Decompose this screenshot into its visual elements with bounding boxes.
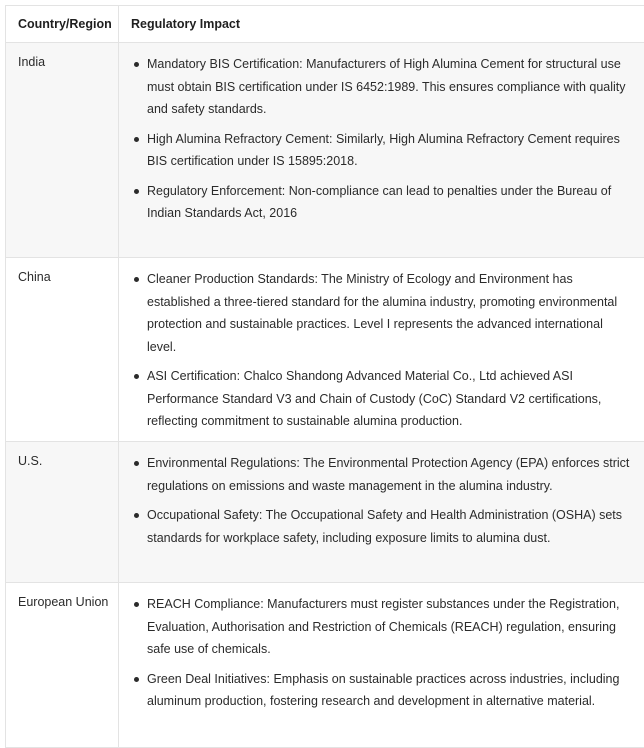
table-row-us (6, 442, 644, 583)
regulatory-impact-table (5, 5, 644, 748)
table-row-european-union (6, 583, 644, 748)
region-cell: European Union (6, 583, 119, 748)
list-item: High Alumina Refractory Cement: Similarly, High Alumina Refractory Cement requires BIS certification under IS 15895:2018. (147, 128, 634, 173)
table-row-india (6, 43, 644, 258)
list-item: ASI Certification: Chalco Shandong Advanced Material Co., Ltd achieved ASI Performance Standard V3 and Chain of Custody (CoC) Standard V2 certifications, reflecting commitment to sustainable alumina production. (147, 365, 634, 433)
impact-list (131, 258, 634, 433)
list-item: Environmental Regulations: The Environmental Protection Agency (EPA) enforces strict regulations on emissions and waste management in the alumina industry. (147, 452, 634, 497)
list-item: Occupational Safety: The Occupational Safety and Health Administration (OSHA) sets standards for workplace safety, including exposure limits to alumina dust. (147, 504, 634, 549)
header-country-region: Country/Region (6, 6, 119, 43)
regulatory-table-container (5, 5, 644, 748)
list-item: Cleaner Production Standards: The Ministry of Ecology and Environment has established a three-tiered standard for the alumina industry, promoting environmental protection and sustainable practices. Level I represents the advanced international level. (147, 268, 634, 358)
impact-cell (119, 442, 644, 583)
list-item: Green Deal Initiatives: Emphasis on sustainable practices across industries, including aluminum production, fostering research and development in alternative material. (147, 668, 634, 713)
impact-cell (119, 583, 644, 748)
list-item: Mandatory BIS Certification: Manufacturers of High Alumina Cement for structural use must obtain BIS certification under IS 6452:1989. This ensures compliance with quality and safety standards. (147, 53, 634, 121)
header-regulatory-impact: Regulatory Impact (119, 6, 644, 43)
impact-list (131, 43, 634, 225)
impact-cell (119, 258, 644, 442)
impact-cell (119, 43, 644, 258)
region-cell: India (6, 43, 119, 258)
list-item: Regulatory Enforcement: Non-compliance can lead to penalties under the Bureau of Indian Standards Act, 2016 (147, 180, 634, 225)
table-row-china (6, 258, 644, 442)
impact-list (131, 442, 634, 549)
list-item: REACH Compliance: Manufacturers must register substances under the Registration, Evaluation, Authorisation and Restriction of Chemicals (REACH) regulation, ensuring safe use of chemicals. (147, 593, 634, 661)
region-cell: U.S. (6, 442, 119, 583)
region-cell: China (6, 258, 119, 442)
impact-list (131, 583, 634, 713)
table-header-row (6, 6, 644, 43)
